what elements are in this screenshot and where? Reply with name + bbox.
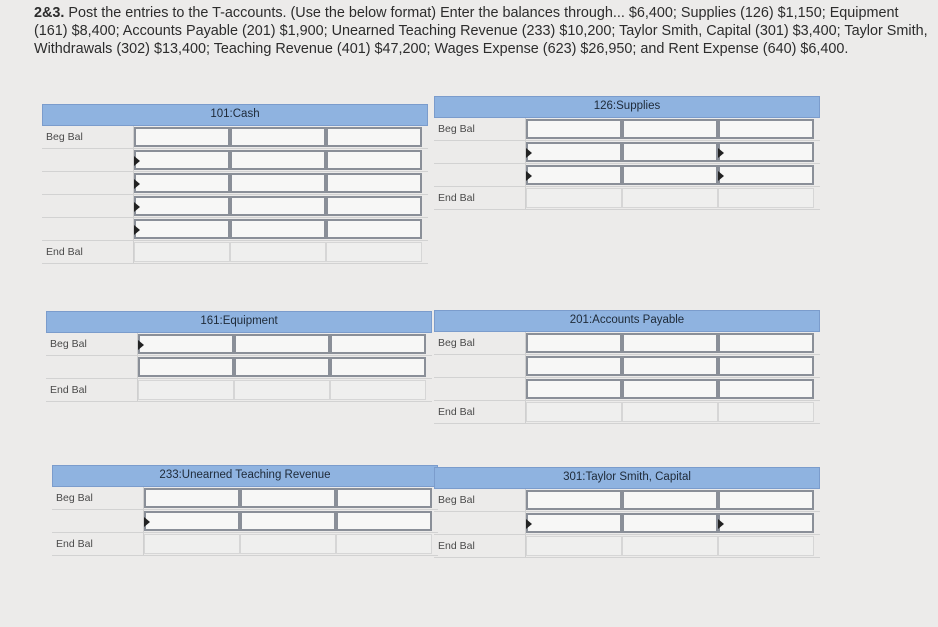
end-bal-label: End Bal — [434, 401, 526, 423]
account-title: 126:Supplies — [593, 100, 661, 112]
debit-amount-input[interactable] — [622, 356, 718, 376]
debit-input[interactable] — [526, 333, 622, 353]
table-row — [42, 149, 428, 172]
debit-input[interactable] — [526, 379, 622, 399]
credit-input[interactable] — [718, 490, 814, 510]
debit-input[interactable] — [134, 127, 230, 147]
debit-amount-input[interactable] — [622, 490, 718, 510]
table-row — [52, 533, 438, 556]
beg-bal-label: Beg Bal — [52, 487, 144, 509]
debit-amount-input[interactable] — [622, 165, 718, 185]
credit-input[interactable] — [326, 219, 422, 239]
table-row — [42, 126, 428, 149]
account-title: 101:Cash — [210, 108, 260, 120]
problem-text: Post the entries to the T-accounts. (Use the below format) Enter the balances through... $6,400; Supplies (126) $1,150; Equipment (161) $8,400; Accounts Payable (201) $1,900; Unearned Teaching Revenue (233) $10,200; Taylor Smith, Capital (301) $3,400; Taylor Smith, Withdrawals (302) $13,400; Teaching Revenue (401) $47,200; Wages Expense (623) $26,950; and Rent Expense (640) $6,400. — [34, 5, 928, 57]
account-header — [52, 465, 438, 487]
debit-input[interactable] — [526, 356, 622, 376]
t-account-cash — [42, 104, 428, 264]
account-header — [42, 104, 428, 126]
debit-amount-input[interactable] — [230, 196, 326, 216]
debit-amount-input[interactable] — [230, 219, 326, 239]
table-row — [434, 141, 820, 164]
t-account-equipment — [46, 311, 432, 402]
t-account-accounts-payable — [434, 310, 820, 424]
problem-number: 2&3. — [34, 5, 65, 21]
table-row — [434, 355, 820, 378]
table-row — [434, 489, 820, 512]
account-title: 301:Taylor Smith, Capital — [563, 471, 691, 483]
account-title: 201:Accounts Payable — [569, 314, 685, 326]
debit-amount-input[interactable] — [234, 357, 330, 377]
table-row — [434, 118, 820, 141]
credit-input[interactable] — [718, 119, 814, 139]
credit-input[interactable] — [326, 196, 422, 216]
table-row — [46, 356, 432, 379]
credit-input[interactable] — [336, 488, 432, 508]
credit-input[interactable] — [330, 357, 426, 377]
table-row — [46, 379, 432, 402]
end-bal-label: End Bal — [434, 187, 526, 209]
debit-amount-input[interactable] — [230, 173, 326, 193]
table-row — [434, 401, 820, 424]
credit-input[interactable] — [326, 173, 422, 193]
credit-input[interactable] — [718, 513, 814, 533]
debit-input[interactable] — [526, 142, 622, 162]
debit-input[interactable] — [526, 490, 622, 510]
debit-amount-input[interactable] — [240, 488, 336, 508]
credit-input[interactable] — [718, 333, 814, 353]
table-row — [52, 510, 438, 533]
t-account-supplies — [434, 96, 820, 210]
debit-amount-input[interactable] — [230, 127, 326, 147]
debit-amount-input[interactable] — [240, 511, 336, 531]
account-title: 161:Equipment — [200, 315, 278, 327]
t-account-unearned-teaching-revenue — [52, 465, 438, 556]
end-bal-label: End Bal — [52, 533, 144, 555]
table-row — [434, 332, 820, 355]
debit-amount-input[interactable] — [622, 142, 718, 162]
beg-bal-label: Beg Bal — [434, 489, 526, 511]
debit-input[interactable] — [144, 488, 240, 508]
end-bal-label: End Bal — [434, 535, 526, 557]
table-row — [42, 195, 428, 218]
beg-bal-label: Beg Bal — [46, 333, 138, 355]
debit-input[interactable] — [526, 165, 622, 185]
debit-input[interactable] — [134, 173, 230, 193]
end-bal-label: End Bal — [42, 241, 134, 263]
debit-input[interactable] — [134, 219, 230, 239]
account-header — [434, 467, 820, 489]
debit-amount-input[interactable] — [622, 379, 718, 399]
credit-input[interactable] — [718, 165, 814, 185]
debit-amount-input[interactable] — [622, 513, 718, 533]
debit-amount-input[interactable] — [622, 119, 718, 139]
table-row — [42, 218, 428, 241]
problem-statement — [34, 4, 934, 58]
account-header — [434, 96, 820, 118]
beg-bal-label: Beg Bal — [434, 332, 526, 354]
debit-amount-input[interactable] — [234, 334, 330, 354]
debit-input[interactable] — [138, 334, 234, 354]
account-header — [434, 310, 820, 332]
t-account-taylor-smith-capital — [434, 467, 820, 558]
account-header — [46, 311, 432, 333]
end-bal-label: End Bal — [46, 379, 138, 401]
table-row — [42, 241, 428, 264]
credit-input[interactable] — [718, 379, 814, 399]
table-row — [52, 487, 438, 510]
debit-input[interactable] — [134, 150, 230, 170]
credit-input[interactable] — [336, 511, 432, 531]
debit-amount-input[interactable] — [230, 150, 326, 170]
debit-input[interactable] — [526, 119, 622, 139]
debit-input[interactable] — [138, 357, 234, 377]
beg-bal-label: Beg Bal — [42, 126, 134, 148]
table-row — [434, 164, 820, 187]
table-row — [434, 187, 820, 210]
beg-bal-label: Beg Bal — [434, 118, 526, 140]
table-row — [434, 378, 820, 401]
credit-input[interactable] — [326, 150, 422, 170]
credit-input[interactable] — [718, 356, 814, 376]
table-row — [434, 535, 820, 558]
credit-input[interactable] — [326, 127, 422, 147]
debit-input[interactable] — [134, 196, 230, 216]
table-row — [434, 512, 820, 535]
debit-input[interactable] — [526, 513, 622, 533]
table-row — [46, 333, 432, 356]
account-title: 233:Unearned Teaching Revenue — [159, 469, 331, 481]
table-row — [42, 172, 428, 195]
debit-amount-input[interactable] — [622, 333, 718, 353]
debit-input[interactable] — [144, 511, 240, 531]
credit-input[interactable] — [330, 334, 426, 354]
credit-input[interactable] — [718, 142, 814, 162]
